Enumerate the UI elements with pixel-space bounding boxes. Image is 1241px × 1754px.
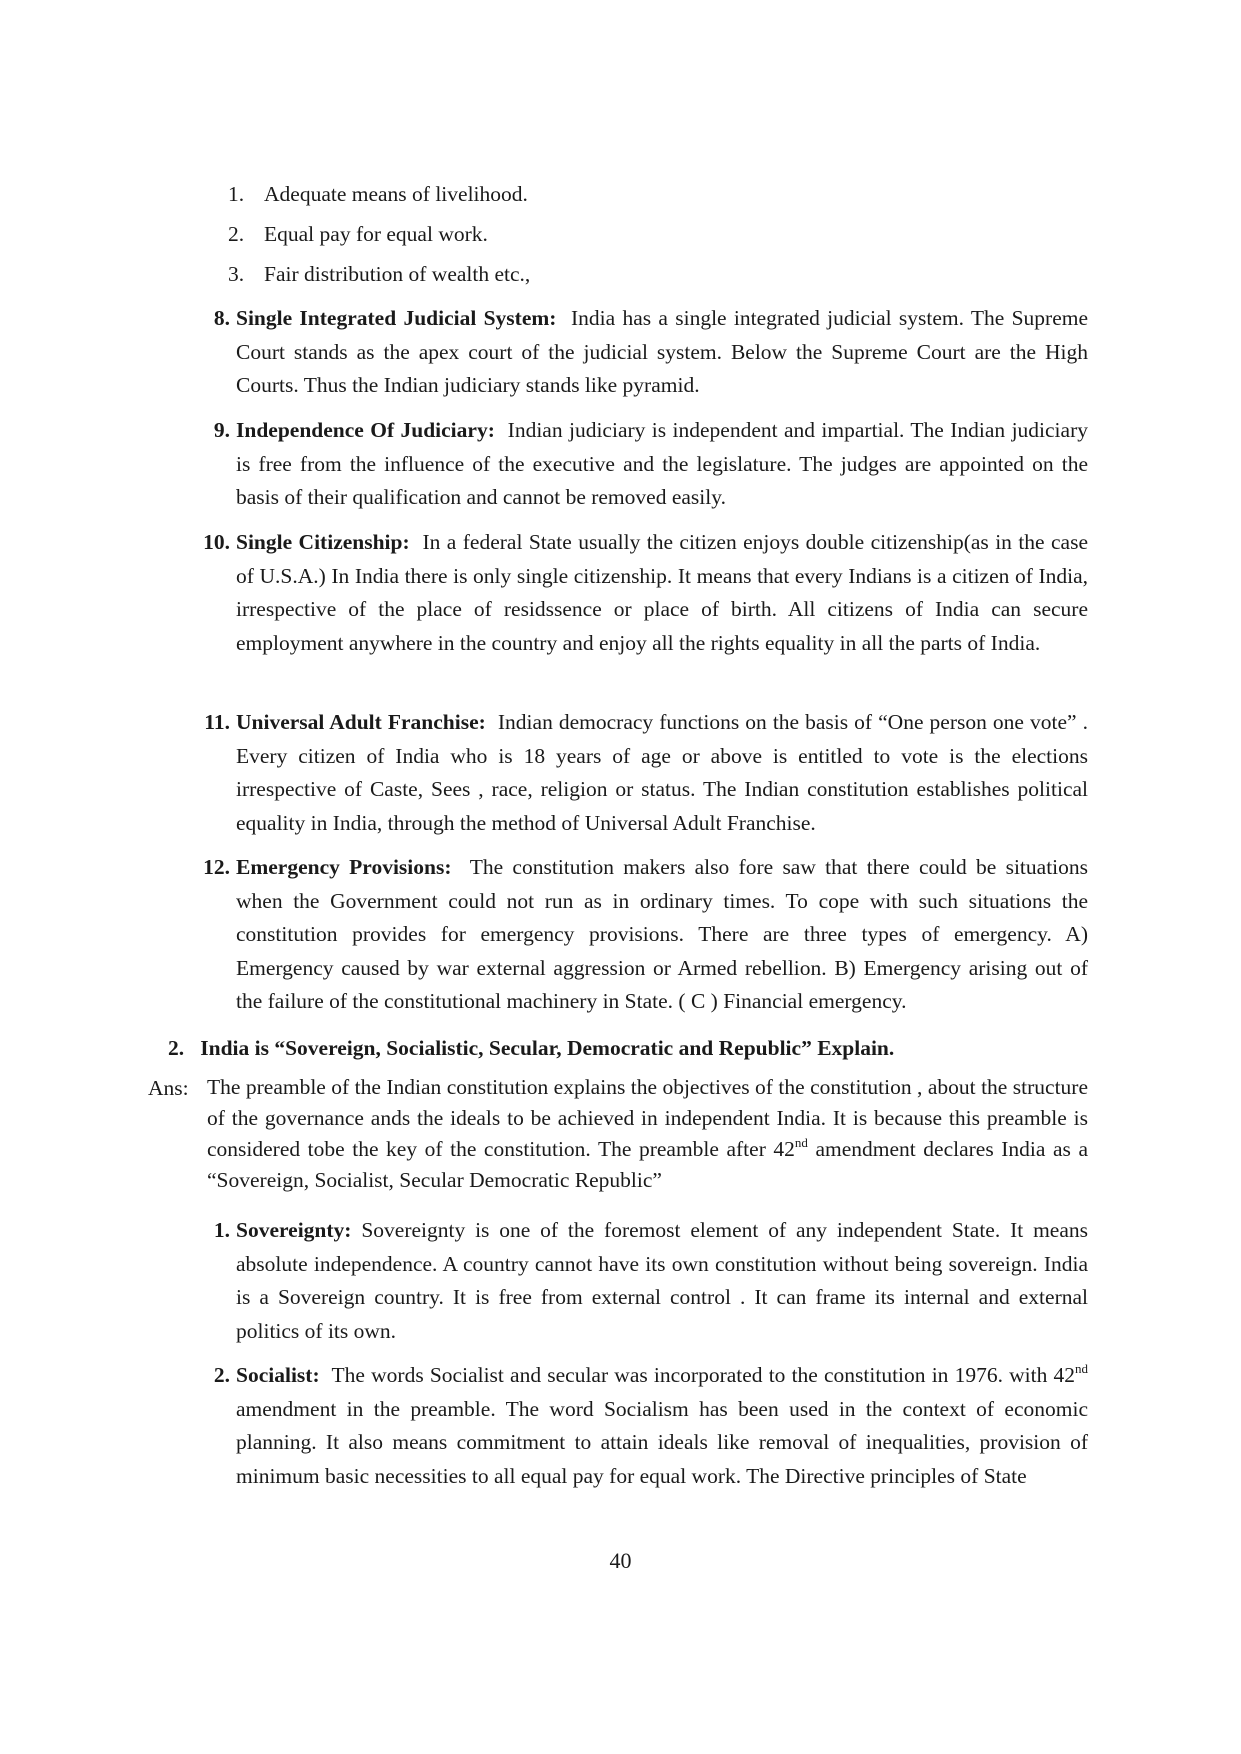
feature-title: Universal Adult Franchise:: [236, 710, 486, 734]
feature-number: 8.: [213, 306, 230, 330]
list-item: 3. Fair distribution of wealth etc.,: [228, 262, 531, 286]
feature-paragraph: [236, 414, 1088, 515]
feature-paragraph: [236, 851, 1088, 1019]
feature-text: Indian judiciary is independent and impartial. The Indian judiciary is free from the influence of the executive and the legislature. The judges are appointed on the basis of their qualification and cannot be removed easily.: [236, 418, 1088, 509]
answer-item-number: 2.: [213, 1363, 230, 1387]
feature-number: 11.: [204, 710, 230, 734]
feature-title: Single Citizenship:: [236, 530, 410, 554]
feature-paragraph: [236, 706, 1088, 840]
page-number: 40: [609, 1548, 632, 1573]
feature-paragraph: [236, 302, 1088, 403]
feature-title: Single Integrated Judicial System:: [236, 306, 557, 330]
feature-number: 12.: [203, 855, 230, 879]
feature-text: India has a single integrated judicial system. The Supreme Court stands as the apex court of the judicial system. Below the Supreme Court are the High Courts. Thus the Indian judiciary stands like pyramid.: [236, 306, 1088, 397]
feature-text: Indian democracy functions on the basis of “One person one vote” . Every citizen of India who is 18 years of age or above is entitled to vote is the elections irrespective of Caste, Sees , race, religion or status. The Indian constitution establishes political equality in India, through the method of Universal Adult Franchise.: [236, 710, 1088, 835]
feature-text: The constitution makers also fore saw that there could be situations when the Government could not run as in ordinary times. To cope with such situations the constitution provides for emergency provisions. There are three types of emergency. A) Emergency caused by war external aggression or Armed rebellion. B) Emergency arising out of the failure of the constitutional machinery in State. ( C ) Financial emergency.: [236, 855, 1089, 1013]
answer-item-number: 1.: [213, 1218, 230, 1242]
answer-item-title: Socialist:: [236, 1363, 320, 1387]
feature-number: 9.: [213, 418, 230, 442]
answer-paragraph: The preamble of the Indian constitution explains the objectives of the constitution , about the structure of the governance ands the ideals to be achieved in independent India. It is because this preamble is considered tobe the key of the constitution. The preamble after 42nd amendment declares India as a “Sovereign, Socialist, Secular Democratic Republic”: [207, 1075, 1088, 1192]
list-item: 1. Adequate means of livelihood.: [228, 182, 528, 206]
answer-item-paragraph: [236, 1214, 1088, 1348]
list-item: 2. Equal pay for equal work.: [228, 222, 488, 246]
feature-text: In a federal State usually the citizen enjoys double citizenship(as in the case of U.S.A.) In India there is only single citizenship. It means that every Indians is a citizen of India, irrespective of the place of residssence or place of birth. All citizens of India can secure employment anywhere in the country and enjoy all the rights equality in all the parts of India.: [236, 530, 1088, 655]
answer-item-title: Sovereignty:: [236, 1218, 352, 1242]
answer-item-paragraph: Socialist: The words Socialist and secular was incorporated to the constitution in 1976. with 42nd amendment in the preamble. The word Socialism has been used in the context of economic planning. It also means commitment to attain ideals like removal of inequalities, provision of minimum basic necessities to all equal pay for equal work. The Directive principles of State: [236, 1361, 1088, 1488]
question-heading: 2. India is “Sovereign, Socialistic, Secular, Democratic and Republic” Explain.: [168, 1036, 895, 1060]
feature-title: Independence Of Judiciary:: [236, 418, 495, 442]
answer-item-text: Sovereignty is one of the foremost element of any independent State. It means absolute independence. A country cannot have its own constitution without being sovereign. India is a Sovereign country. It is free from external control . It can frame its internal and external politics of its own.: [236, 1218, 1088, 1343]
answer-label: Ans:: [148, 1076, 189, 1100]
feature-paragraph: [236, 526, 1088, 660]
feature-title: Emergency Provisions:: [236, 855, 452, 879]
feature-number: 10.: [203, 530, 230, 554]
